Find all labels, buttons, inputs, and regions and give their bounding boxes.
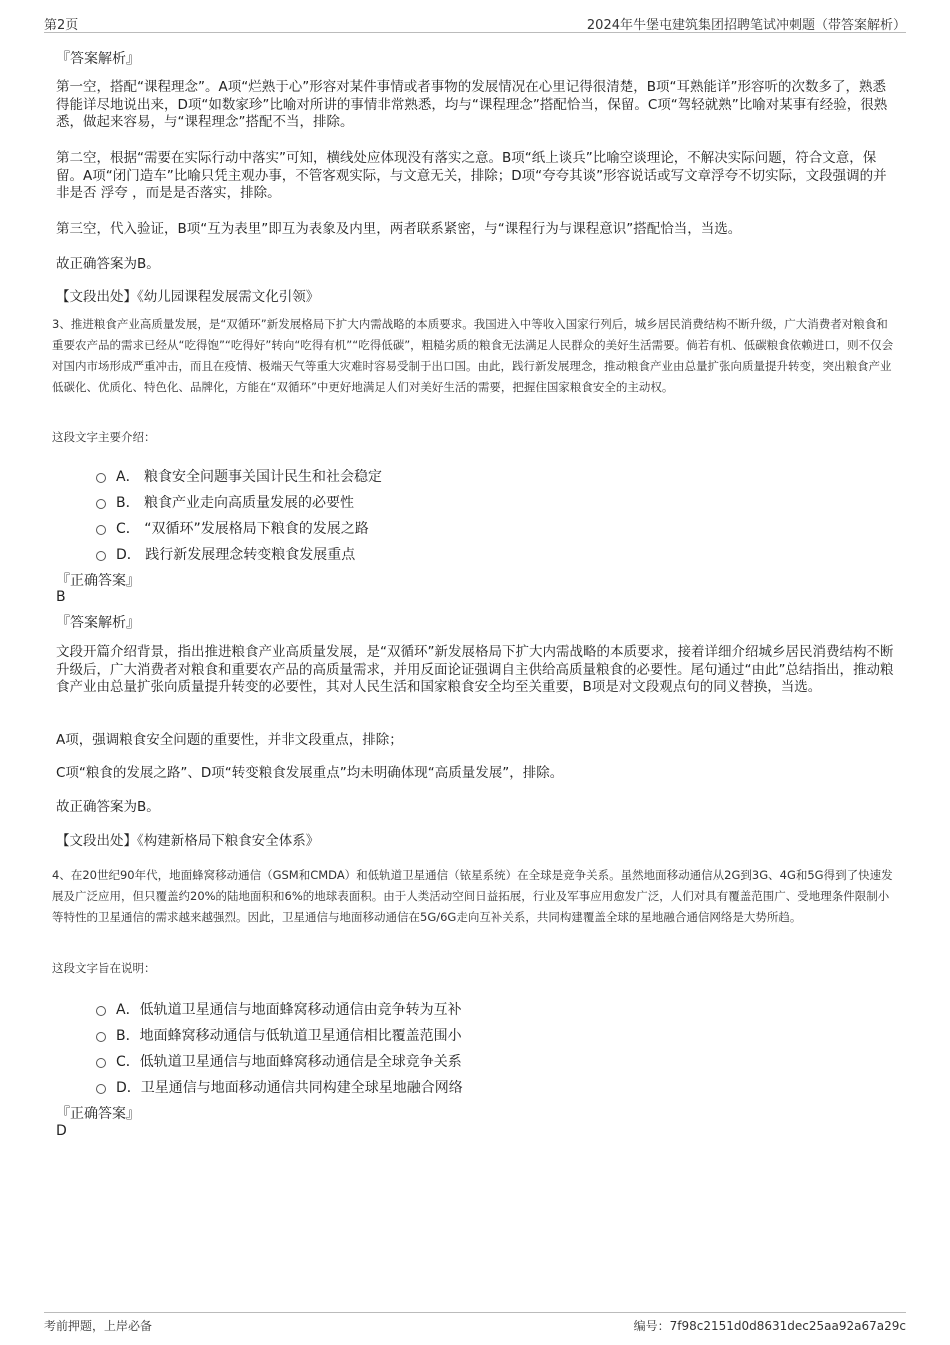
analysis-paragraph: 第二空，根据“需要在实际行动中落实”可知，横线处应体现没有落实之意。B项“纸上谈兵”比喻空谈理论，不解决实际问题，符合文意，保留。A项“闭门造车”比喻只凭主观办事，不管客观实际，与文意无关，排除；D项“夸夸其谈”形容说话或写文章浮夸不切实际，文段强调的并非是否 浮夸 ，而是是否落实，排除。: [56, 150, 887, 201]
page-number: 第2页: [44, 18, 79, 33]
question-text: 3、推进粮食产业高质量发展，是“双循环”新发展格局下扩大内需战略的本质要求。我国进入中等收入国家行列后，城乡居民消费结构不断升级，广大消费者对粮食和重要农产品的需求已经从“吃得饱”“吃得好”转向“吃得有机”“吃得低碳”，粗糙劣质的粮食无法满足人民群众的美好生活需要。倘若有机、低碳粮食依赖进口，则不仅会对国内市场形成严重冲击，而且在疫情、极端天气等重大灾难时容易受制于出口国。由此，践行新发展理念，推动粮食产业由总量扩张向质量提升转变，突出粮食产业低碳化、优质化、特色化、品牌化，方能在“双循环”中更好地满足人们对美好生活的需要，把握住国家粮食安全的主动权。: [52, 317, 894, 394]
option-c[interactable]: C．低轨道卫星通信与地面蜂窝移动通信是全球竞争关系: [96, 1051, 462, 1071]
radio-icon: [96, 499, 106, 509]
question-text: 4、在20世纪90年代，地面蜂窝移动通信（GSM和CMDA）和低轨道卫星通信（铱星系统）在全球是竞争关系。虽然地面移动通信从2G到3G、4G和5G得到了快速发展及广泛应用，但只覆盖约20%的陆地面积和6%的地球表面积。由于人类活动空间日益拓展，行业及军事应用愈发广泛，人们对具有覆盖范围广、受地理条件限制小等特性的卫星通信的需求越来越强烈。因此，卫星通信与地面移动通信在5G/6G走向互补关系，共同构建覆盖全球的星地融合通信网络是大势所趋。: [52, 868, 893, 924]
page-footer: [44, 1312, 906, 1337]
conclusion: 故正确答案为B。: [56, 256, 160, 272]
question-prompt: 这段文字旨在说明：: [52, 961, 156, 975]
source: 【文段出处】《幼儿园课程发展需文化引领》: [56, 289, 320, 305]
source: 【文段出处】《构建新格局下粮食安全体系》: [56, 833, 320, 849]
radio-icon: [96, 473, 106, 483]
analysis-label: 『答案解析』: [56, 615, 140, 631]
footer-slogan: 考前押题，上岸必备: [44, 1319, 153, 1333]
conclusion: 故正确答案为B。: [56, 799, 160, 815]
radio-icon: [96, 1058, 106, 1068]
option-a[interactable]: A． 粮食安全问题事关国计民生和社会稳定: [96, 466, 382, 486]
option-b[interactable]: B． 粮食产业走向高质量发展的必要性: [96, 492, 354, 512]
analysis-label: 『答案解析』: [56, 51, 140, 67]
radio-icon: [96, 1084, 106, 1094]
analysis-paragraph: 文段开篇介绍背景，指出推进粮食产业高质量发展，是“双循环”新发展格局下扩大内需战略的本质要求，接着详细介绍城乡居民消费结构不断升级后，广大消费者对粮食和重要农产品的高质量需求，并用反面论证强调自主供给高质量粮食的必要性。尾句通过“由此”总结指出，推动粮食产业由总量扩张向质量提升转变的必要性，其对人民生活和国家粮食安全均至关重要，B项是对文段观点句的同义替换，当选。: [56, 644, 894, 695]
answer-label: 『正确答案』: [56, 1106, 140, 1122]
analysis-paragraph: 第三空，代入验证，B项“互为表里”即互为表象及内里，两者联系紧密，与“课程行为与课程意识”搭配恰当，当选。: [56, 221, 742, 237]
question-prompt: 这段文字主要介绍：: [52, 430, 156, 444]
answer-value: B: [56, 589, 66, 605]
analysis-paragraph: 第一空，搭配“课程理念”。A项“烂熟于心”形容对某件事情或者事物的发展情况在心里记得很清楚，B项“耳熟能详”形容听的次数多了，熟悉得能详尽地说出来，D项“如数家珍”比喻对所讲的事情非常熟悉，均与“课程理念”搭配恰当，保留。C项“驾轻就熟”比喻对某事有经验，很熟悉，做起来容易，与“课程理念”搭配不当，排除。: [56, 79, 888, 130]
option-d[interactable]: D．卫星通信与地面移动通信共同构建全球星地融合网络: [96, 1077, 463, 1097]
analysis-paragraph: A项，强调粮食安全问题的重要性，并非文段重点，排除；: [56, 732, 403, 748]
answer-label: 『正确答案』: [56, 573, 140, 589]
radio-icon: [96, 525, 106, 535]
answer-value: D: [56, 1123, 67, 1139]
document-id: 编号：7f98c2151d0d8631dec25aa92a67a29c: [633, 1319, 906, 1333]
option-c[interactable]: C． “双循环”发展格局下粮食的发展之路: [96, 518, 369, 538]
option-d[interactable]: D． 践行新发展理念转变粮食发展重点: [96, 544, 355, 564]
option-b[interactable]: B．地面蜂窝移动通信与低轨道卫星通信相比覆盖范围小: [96, 1025, 462, 1045]
analysis-paragraph: C项“粮食的发展之路”、D项“转变粮食发展重点”均未明确体现“高质量发展”，排除。: [56, 765, 564, 781]
document-title: 2024年牛堡屯建筑集团招聘笔试冲刺题（带答案解析）: [586, 18, 906, 33]
option-a[interactable]: A．低轨道卫星通信与地面蜂窝移动通信由竞争转为互补: [96, 999, 462, 1019]
radio-icon: [96, 1032, 106, 1042]
radio-icon: [96, 551, 106, 561]
page-header: [44, 14, 906, 33]
radio-icon: [96, 1006, 106, 1016]
